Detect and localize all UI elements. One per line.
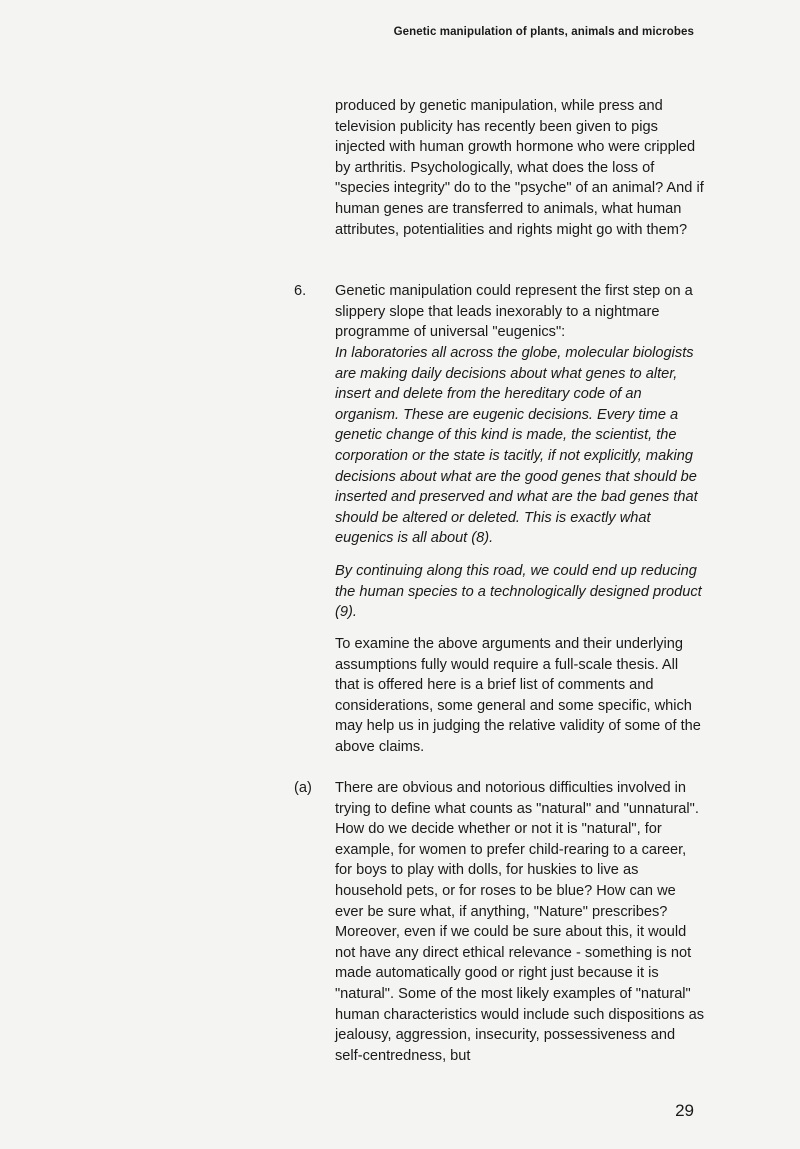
paragraph-intro: produced by genetic manipulation, while press and television publicity has recently been given to pigs injected with human growth hormone who were crippled by arthritis. Psychologically, what does the loss of "species integrity" do to the "psyche" of an animal? And if human genes are transferred to animals, what human attributes, potentialities and rights might go with them?: [335, 98, 704, 238]
quote-eugenics: In laboratories all across the globe, molecular biologists are making daily decisions about what genes to alter, insert and delete from the hereditary code of an organism. These are eugenic decisions. Every time a genetic change of this kind is made, the scientist, the corporation or the state is tacitly, if not explicitly, making decisions about what are the good genes that should be inserted and preserved and what are the bad genes that should be altered or deleted. This is exactly what eugenics is all about (8).: [335, 345, 698, 547]
quote-designed-product: By continuing along this road, we could end up reducing the human species to a technologically designed product (9).: [335, 563, 702, 621]
item-number-6: 6.: [294, 283, 307, 299]
item-label-a: (a): [294, 780, 312, 796]
paragraph-examine: To examine the above arguments and their underlying assumptions fully would require a full-scale thesis. All that is offered here is a brief list of comments and considerations, some general and some specific, which may help us in judging the relative validity of some of the above claims.: [335, 636, 701, 755]
running-head-title: Genetic manipulation of plants, animals and microbes: [393, 26, 694, 38]
page-number: 29: [675, 1101, 694, 1120]
paragraph-item-6: Genetic manipulation could represent the first step on a slippery slope that leads inexorably to a nightmare programme of universal "eugenics":: [335, 283, 693, 341]
paragraph-item-a: There are obvious and notorious difficulties involved in trying to define what counts as "natural" and "unnatural". How do we decide whether or not it is "natural", for example, for women to prefer child-rearing to a career, for boys to play with dolls, for huskies to live as household pets, or for roses to be blue? How can we ever be sure what, if anything, "Nature" prescribes? Moreover, even if we could be sure about this, it would not have any direct ethical relevance - something is not made automatically good or right just because it is "natural". Some of the most likely examples of "natural" human characteristics would include such dispositions as jealousy, aggression, insecurity, possessiveness and self-centredness, but: [335, 780, 705, 1064]
